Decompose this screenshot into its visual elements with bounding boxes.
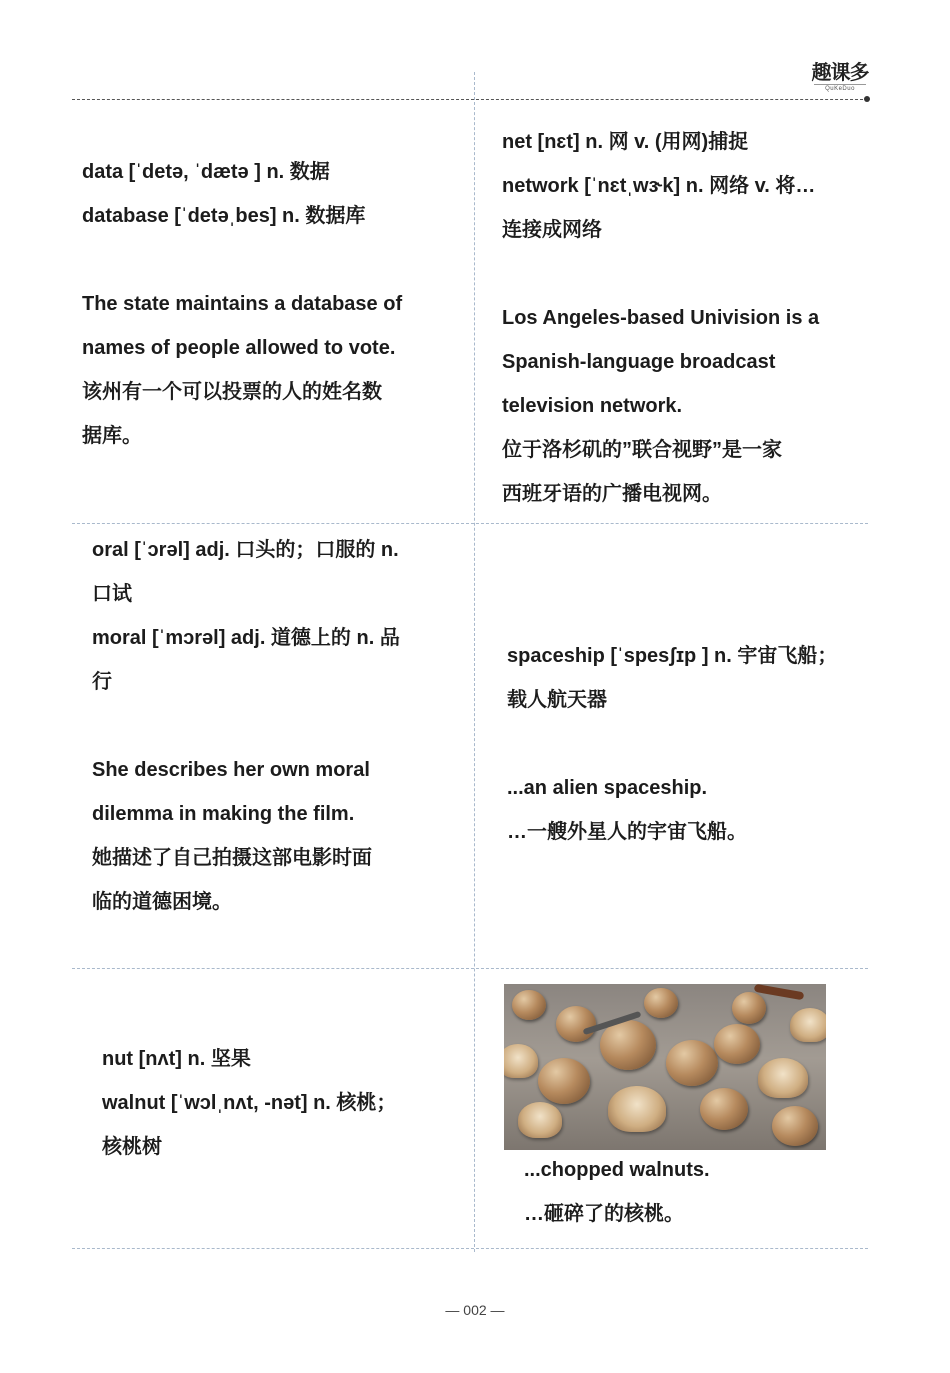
vocab-card-nut — [102, 1037, 462, 1169]
entry-spaceship-cont: 载人航天器 — [507, 689, 607, 711]
example-zh: …砸碎了的核桃。 — [524, 1203, 684, 1225]
column-divider — [474, 72, 475, 1252]
entry-walnut: walnut [ˈwɔlˌnʌt, -nət] n. 核桃； — [102, 1092, 397, 1114]
example-en: names of people allowed to vote. — [82, 337, 396, 359]
example-zh: 她描述了自己拍摄这部电影时面 — [92, 847, 372, 869]
entry-moral: moral [ˈmɔrəl] adj. 道德上的 n. 品 — [92, 627, 400, 649]
header-rule-dot — [864, 96, 870, 102]
entry-nut: nut [nʌt] n. 坚果 — [102, 1048, 251, 1070]
example-zh: 据库。 — [82, 425, 142, 447]
page-number: — 002 — — [445, 1302, 505, 1318]
example-en: Los Angeles-based Univision is a — [502, 307, 820, 329]
example-en: ...an alien spaceship. — [507, 777, 708, 799]
example-zh: 位于洛杉矶的”联合视野”是一家 — [502, 439, 782, 461]
vocab-card-net — [502, 120, 874, 516]
entry-network: network [ˈnɛtˌwɝk] n. 网络 v. 将… — [502, 175, 816, 197]
row-divider-1 — [72, 523, 868, 524]
example-en: She describes her own moral — [92, 759, 370, 781]
walnut-example — [524, 1148, 864, 1236]
example-en: dilemma in making the film. — [92, 803, 355, 825]
entry-data: data [ˈdetə, ˈdætə ] n. 数据 — [82, 161, 330, 183]
brand-logo — [808, 60, 872, 93]
entry-spaceship: spaceship [ˈspesʃɪp ] n. 宇宙飞船； — [507, 645, 838, 667]
entry-moral-cont: 行 — [92, 671, 112, 693]
entry-walnut-cont: 核桃树 — [102, 1136, 162, 1158]
logo-text: 趣课多 — [811, 60, 869, 84]
vocab-card-oral — [92, 528, 462, 924]
example-en: The state maintains a database of — [82, 293, 403, 315]
example-en: ...chopped walnuts. — [524, 1159, 710, 1181]
example-zh: 该州有一个可以投票的人的姓名数 — [82, 381, 382, 403]
entry-database: database [ˈdetəˌbes] n. 数据库 — [82, 205, 366, 227]
vocab-card-spaceship — [507, 634, 867, 854]
row-divider-3 — [72, 1248, 868, 1249]
example-en: Spanish-language broadcast — [502, 351, 776, 373]
entry-net: net [nɛt] n. 网 v. (用网)捕捉 — [502, 131, 749, 153]
example-zh: …一艘外星人的宇宙飞船。 — [507, 821, 747, 843]
entry-oral-cont: 口试 — [92, 583, 132, 605]
example-zh: 西班牙语的广播电视网。 — [502, 483, 722, 505]
entry-network-cont: 连接成网络 — [502, 219, 602, 241]
header-rule — [72, 99, 868, 100]
logo-subtext: QuKeDuo — [814, 84, 866, 93]
example-en: television network. — [502, 395, 683, 417]
walnuts-photo — [504, 984, 826, 1150]
entry-oral: oral [ˈɔrəl] adj. 口头的；口服的 n. — [92, 539, 399, 561]
example-zh: 临的道德困境。 — [92, 891, 232, 913]
vocab-card-data — [82, 150, 462, 458]
row-divider-2 — [72, 968, 868, 969]
